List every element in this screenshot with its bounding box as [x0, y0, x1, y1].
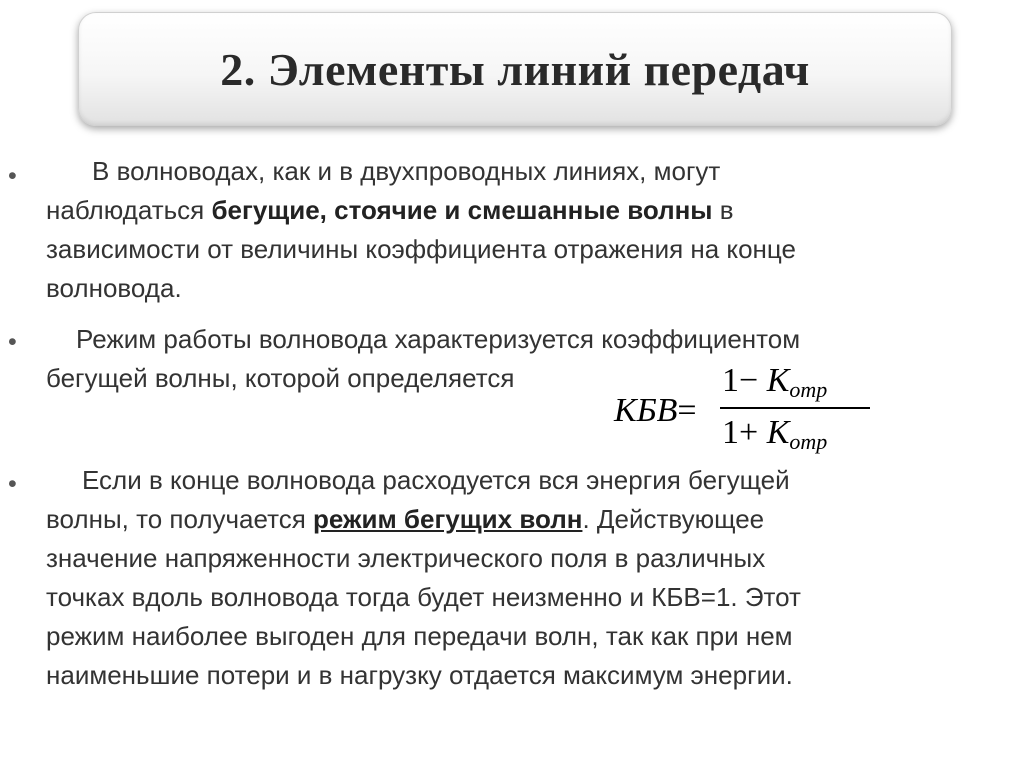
formula-fraction-bar — [720, 407, 870, 409]
paragraph-2-line-2: бегущей волны, которой определяется — [46, 363, 515, 393]
bullet-2: • — [8, 328, 17, 356]
bullet-3: • — [8, 470, 17, 498]
paragraph-3-line-4: точках вдоль волновода тогда будет неизменно и КБВ=1. Этот — [46, 582, 801, 612]
paragraph-3-line-3: значение напряженности электрического поля в различных — [46, 543, 766, 573]
paragraph-1-line-4: волновода. — [46, 273, 182, 303]
paragraph-2-line-1: Режим работы волновода характеризуется коэффициентом — [76, 324, 801, 354]
formula-lhs: КБВ= — [614, 392, 697, 429]
paragraph-1-line-2: наблюдаться бегущие, стоячие и смешанные волны в — [46, 195, 734, 225]
formula-denominator: 1+ Kотр — [722, 414, 828, 454]
paragraph-3-line-1: Если в конце волновода расходуется вся энергия бегущей — [82, 465, 790, 495]
paragraph-1 — [46, 152, 986, 308]
paragraph-3-line-5: режим наиболее выгоден для передачи волн, так как при нем — [46, 621, 793, 651]
paragraph-1-line-3: зависимости от величины коэффициента отражения на конце — [46, 234, 796, 264]
bullet-1: • — [8, 162, 17, 190]
slide-title: 2. Элементы линий передач — [220, 43, 810, 95]
paragraph-3-line-6: наименьшие потери и в нагрузку отдается максимум энергии. — [46, 660, 793, 690]
bold-term-traveling-mode: режим бегущих волн — [313, 504, 583, 534]
formula-numerator: 1− Kотр — [722, 362, 828, 402]
paragraph-3 — [46, 461, 986, 695]
paragraph-1-line-1: В волноводах, как и в двухпроводных линиях, могут — [92, 156, 721, 186]
title-box — [78, 12, 952, 126]
paragraph-3-line-2: волны, то получается режим бегущих волн. Действующее — [46, 504, 765, 534]
bold-term-waves: бегущие, стоячие и смешанные волны — [211, 195, 713, 225]
kbv-formula — [614, 362, 874, 462]
